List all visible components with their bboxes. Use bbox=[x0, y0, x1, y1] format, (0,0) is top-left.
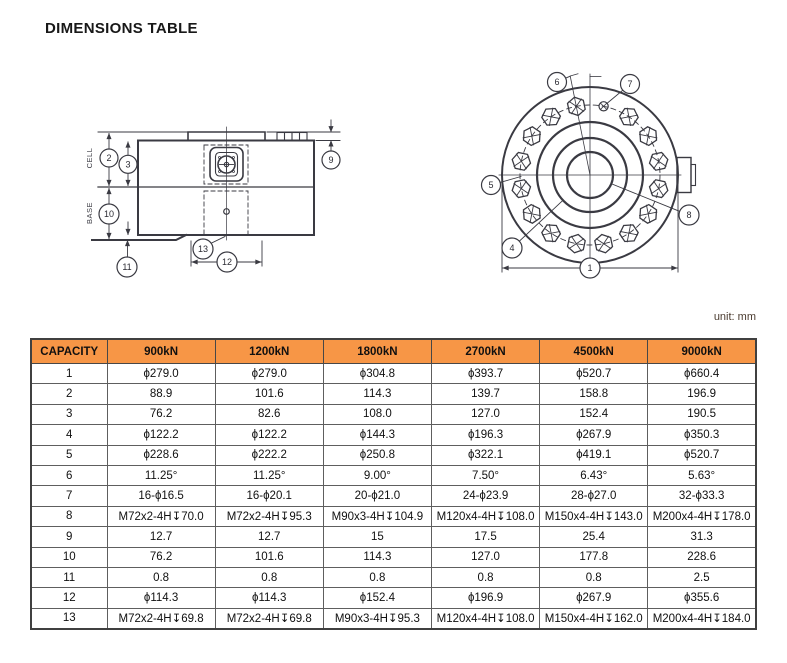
table-row bbox=[31, 588, 756, 608]
dimension-cell: 101.6 bbox=[215, 384, 323, 404]
dimension-cell: ϕ250.8 bbox=[323, 445, 431, 465]
capacity-column-header: CAPACITY bbox=[31, 339, 107, 364]
dimension-cell: ϕ144.3 bbox=[323, 425, 431, 445]
dimension-cell: ϕ419.1 bbox=[540, 445, 648, 465]
dimension-cell: ϕ114.3 bbox=[215, 588, 323, 608]
base-section-label: BASE bbox=[85, 201, 94, 225]
dimension-cell: M72x2-4H↧69.8 bbox=[215, 608, 323, 629]
capacity-value-header: 2700kN bbox=[431, 339, 539, 364]
dimension-cell: 158.8 bbox=[540, 384, 648, 404]
capacity-value-header: 9000kN bbox=[648, 339, 756, 364]
dimension-cell: ϕ228.6 bbox=[107, 445, 215, 465]
callout-3 bbox=[119, 155, 137, 173]
dimension-cell: ϕ267.9 bbox=[540, 588, 648, 608]
dimension-cell: 177.8 bbox=[540, 547, 648, 567]
callout-7 bbox=[621, 75, 640, 94]
bolt-hole bbox=[650, 180, 668, 198]
row-number: 5 bbox=[31, 445, 107, 465]
bolt-hole bbox=[620, 108, 639, 125]
callout-2 bbox=[100, 149, 118, 167]
dimension-cell: 139.7 bbox=[431, 384, 539, 404]
svg-text:11: 11 bbox=[122, 262, 132, 273]
capacity-value-header: 1200kN bbox=[215, 339, 323, 364]
callout-4 bbox=[502, 238, 522, 258]
dimension-cell: 7.50° bbox=[431, 465, 539, 485]
bolt-hole bbox=[523, 205, 540, 224]
svg-text:1: 1 bbox=[587, 263, 593, 274]
row-number: 9 bbox=[31, 527, 107, 547]
dimension-cell: ϕ393.7 bbox=[431, 364, 539, 384]
dimension-cell: 114.3 bbox=[323, 547, 431, 567]
bolt-hole bbox=[523, 127, 540, 146]
dimension-cell: ϕ114.3 bbox=[107, 588, 215, 608]
technical-drawing bbox=[60, 55, 765, 310]
callout-9 bbox=[322, 151, 340, 169]
callout-6 bbox=[548, 73, 567, 92]
dimension-cell: ϕ122.2 bbox=[215, 425, 323, 445]
table-row bbox=[31, 445, 756, 465]
callout-5 bbox=[482, 176, 501, 195]
row-number: 12 bbox=[31, 588, 107, 608]
row-number: 4 bbox=[31, 425, 107, 445]
bolt-hole bbox=[568, 235, 586, 253]
callout-8 bbox=[679, 205, 699, 225]
dimension-cell: 127.0 bbox=[431, 404, 539, 424]
row-number: 3 bbox=[31, 404, 107, 424]
dimension-cell: 16-ϕ20.1 bbox=[215, 486, 323, 506]
dimension-cell: 12.7 bbox=[215, 527, 323, 547]
callout-1 bbox=[580, 258, 600, 278]
dimension-cell: ϕ355.6 bbox=[648, 588, 756, 608]
dimension-cell: 0.8 bbox=[107, 567, 215, 587]
dimension-cell: 6.43° bbox=[540, 465, 648, 485]
svg-text:7: 7 bbox=[627, 79, 633, 90]
side-dimensions bbox=[109, 120, 340, 266]
dimension-cell: 76.2 bbox=[107, 547, 215, 567]
table-header bbox=[31, 339, 756, 364]
unit-label: unit: mm bbox=[713, 311, 756, 323]
row-number: 7 bbox=[31, 486, 107, 506]
capacity-value-header: 1800kN bbox=[323, 339, 431, 364]
table-row bbox=[31, 425, 756, 445]
dimension-cell: ϕ279.0 bbox=[107, 364, 215, 384]
dimension-cell: 0.8 bbox=[540, 567, 648, 587]
cable-gland bbox=[277, 133, 307, 141]
dimension-cell: M150x4-4H↧162.0 bbox=[540, 608, 648, 629]
dimension-cell: 0.8 bbox=[431, 567, 539, 587]
dimension-cell: 0.8 bbox=[323, 567, 431, 587]
dimension-cell: ϕ279.0 bbox=[215, 364, 323, 384]
dimension-cell: M120x4-4H↧108.0 bbox=[431, 506, 539, 526]
dimension-cell: 76.2 bbox=[107, 404, 215, 424]
dimension-cell: ϕ660.4 bbox=[648, 364, 756, 384]
svg-text:4: 4 bbox=[509, 243, 515, 254]
bolt-hole bbox=[640, 127, 657, 146]
svg-text:3: 3 bbox=[125, 159, 131, 170]
bolt-hole bbox=[568, 97, 586, 115]
table-row bbox=[31, 465, 756, 485]
dimension-cell: 0.8 bbox=[215, 567, 323, 587]
svg-text:9: 9 bbox=[328, 155, 334, 166]
callout-10 bbox=[99, 204, 119, 224]
bolt-hole bbox=[640, 205, 657, 224]
svg-text:8: 8 bbox=[686, 210, 692, 221]
dimension-cell: 2.5 bbox=[648, 567, 756, 587]
header-row bbox=[31, 339, 756, 364]
capacity-value-header: 4500kN bbox=[540, 339, 648, 364]
dimension-cell: 20-ϕ21.0 bbox=[323, 486, 431, 506]
dimension-cell: ϕ350.3 bbox=[648, 425, 756, 445]
dimension-cell: 88.9 bbox=[107, 384, 215, 404]
row-number: 2 bbox=[31, 384, 107, 404]
dimension-cell: ϕ122.2 bbox=[107, 425, 215, 445]
dimension-cell: ϕ322.1 bbox=[431, 445, 539, 465]
svg-text:6: 6 bbox=[554, 77, 560, 88]
dimension-cell: 114.3 bbox=[323, 384, 431, 404]
dimension-cell: 108.0 bbox=[323, 404, 431, 424]
row-number: 10 bbox=[31, 547, 107, 567]
dimension-cell: ϕ304.8 bbox=[323, 364, 431, 384]
dimension-cell: M72x2-4H↧95.3 bbox=[215, 506, 323, 526]
table-row bbox=[31, 486, 756, 506]
top-view-drawing bbox=[499, 74, 696, 276]
dimension-cell: ϕ196.3 bbox=[431, 425, 539, 445]
dimension-cell: 28-ϕ27.0 bbox=[540, 486, 648, 506]
dimension-cell: 17.5 bbox=[431, 527, 539, 547]
callout-12 bbox=[217, 252, 237, 272]
dimension-cell: 5.63° bbox=[648, 465, 756, 485]
bolt-hole bbox=[512, 180, 530, 198]
dimension-cell: M90x3-4H↧104.9 bbox=[323, 506, 431, 526]
dimension-cell: 25.4 bbox=[540, 527, 648, 547]
bolt-hole bbox=[542, 108, 561, 125]
row-number: 8 bbox=[31, 506, 107, 526]
dimension-cell: 196.9 bbox=[648, 384, 756, 404]
dimension-cell: 16-ϕ16.5 bbox=[107, 486, 215, 506]
hidden-lower-bore bbox=[204, 191, 248, 235]
table-row bbox=[31, 527, 756, 547]
row-number: 6 bbox=[31, 465, 107, 485]
cell-section-label: CELL bbox=[85, 147, 94, 169]
dimension-cell: 11.25° bbox=[107, 465, 215, 485]
callout-11 bbox=[117, 257, 137, 277]
dimension-cell: 190.5 bbox=[648, 404, 756, 424]
dimension-cell: 11.25° bbox=[215, 465, 323, 485]
svg-text:12: 12 bbox=[221, 257, 233, 268]
table-row bbox=[31, 404, 756, 424]
cell-body-outline bbox=[138, 141, 314, 236]
page-title: DIMENSIONS TABLE bbox=[45, 20, 198, 37]
dimension-cell: ϕ196.9 bbox=[431, 588, 539, 608]
bolt-hole bbox=[620, 225, 639, 242]
dimensions-table bbox=[30, 338, 757, 630]
dimension-cell: 152.4 bbox=[540, 404, 648, 424]
dimension-cell: M72x2-4H↧69.8 bbox=[107, 608, 215, 629]
row-number: 11 bbox=[31, 567, 107, 587]
dimension-cell: M150x4-4H↧143.0 bbox=[540, 506, 648, 526]
dimension-cell: 82.6 bbox=[215, 404, 323, 424]
dimension-cell: M120x4-4H↧108.0 bbox=[431, 608, 539, 629]
bolt-hole bbox=[595, 235, 613, 253]
dimension-cell: 127.0 bbox=[431, 547, 539, 567]
capacity-value-header: 900kN bbox=[107, 339, 215, 364]
bolt-hole bbox=[650, 153, 668, 171]
row-number: 1 bbox=[31, 364, 107, 384]
svg-text:2: 2 bbox=[106, 153, 112, 164]
bolt-hole bbox=[542, 225, 561, 242]
side-view-drawing bbox=[85, 120, 340, 266]
dimension-cell: ϕ520.7 bbox=[540, 364, 648, 384]
bolt-hole bbox=[512, 153, 530, 171]
callout-13 bbox=[193, 239, 213, 259]
dimension-cell: 15 bbox=[323, 527, 431, 547]
table-row bbox=[31, 364, 756, 384]
dimension-cell: 228.6 bbox=[648, 547, 756, 567]
table-row bbox=[31, 547, 756, 567]
svg-text:5: 5 bbox=[488, 180, 494, 191]
dimension-cell: ϕ267.9 bbox=[540, 425, 648, 445]
dimension-cell: ϕ520.7 bbox=[648, 445, 756, 465]
table-row bbox=[31, 608, 756, 629]
dimension-cell: ϕ222.2 bbox=[215, 445, 323, 465]
svg-text:10: 10 bbox=[103, 209, 115, 220]
dimension-cell: 9.00° bbox=[323, 465, 431, 485]
dimension-cell: M72x2-4H↧70.0 bbox=[107, 506, 215, 526]
table-row bbox=[31, 506, 756, 526]
dimension-cell: M200x4-4H↧184.0 bbox=[648, 608, 756, 629]
table-row bbox=[31, 567, 756, 587]
dimension-cell: 12.7 bbox=[107, 527, 215, 547]
row-number: 13 bbox=[31, 608, 107, 629]
dimension-cell: M90x3-4H↧95.3 bbox=[323, 608, 431, 629]
dimension-cell: ϕ152.4 bbox=[323, 588, 431, 608]
dimension-cell: 24-ϕ23.9 bbox=[431, 486, 539, 506]
dimension-cell: 32-ϕ33.3 bbox=[648, 486, 756, 506]
dimension-cell: 31.3 bbox=[648, 527, 756, 547]
dimension-cell: M200x4-4H↧178.0 bbox=[648, 506, 756, 526]
svg-text:13: 13 bbox=[197, 244, 209, 255]
table-row bbox=[31, 384, 756, 404]
dimension-cell: 101.6 bbox=[215, 547, 323, 567]
